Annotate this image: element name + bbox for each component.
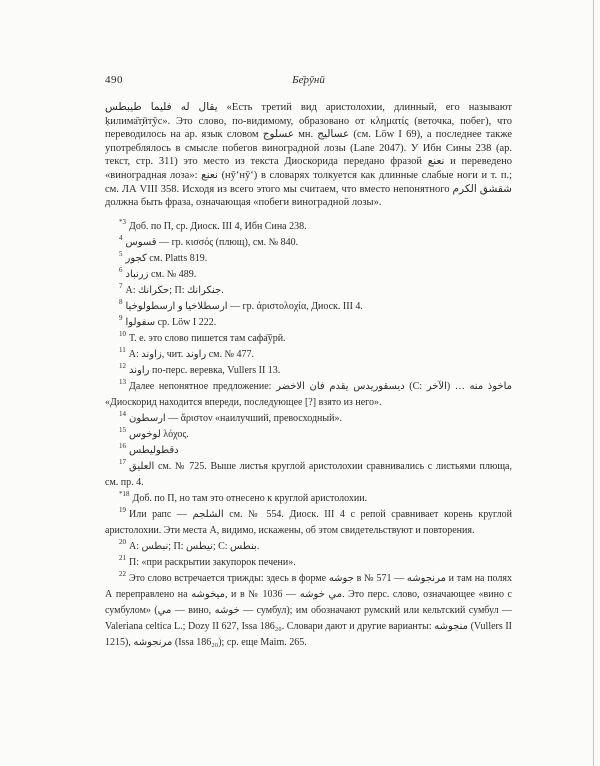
scan-edge-line <box>593 0 594 766</box>
footnote <box>105 331 512 347</box>
footnote-text: Доб. по П, ср. Диоск. III 4, Ибн Сина 238. <box>129 220 307 232</box>
footnote <box>105 299 512 315</box>
footnote-text: كجور см. Platts 819. <box>125 252 208 264</box>
footnote <box>105 427 512 443</box>
footnote-marker: 14 <box>119 410 126 419</box>
footnote-text: Далее непонятное предложение: ديسقوريدس يقدم فان الاخضر (С: الآخر) … ماخوذ منه «Диоскорид находится впереди, последующее [?] взято из него». <box>105 380 512 408</box>
footnote-marker: 21 <box>119 554 126 563</box>
footnote <box>105 571 512 651</box>
footnote-marker: 5 <box>119 250 123 259</box>
footnote-marker: 7 <box>119 282 123 291</box>
footnote <box>105 219 512 235</box>
footnote-text: П: «при раскрытии закупорок печени». <box>129 556 296 568</box>
footnote-text: Или рапс — الشلجم см. № 554. Диоск. III 4 с репой сравнивает корень круглой аристолохии. Эти места А, видимо, искажены, об этом свидетельствуют и повторения. <box>105 508 512 536</box>
footnote-marker: 4 <box>119 234 123 243</box>
footnote <box>105 443 512 459</box>
footnote-text: العليق см. № 725. Выше листья круглой аристолохии сравнивались с листьями плюща, см. пр. 4. <box>105 460 512 488</box>
footnote <box>105 267 512 283</box>
footnote <box>105 491 512 507</box>
footnote <box>105 235 512 251</box>
footnote-text: Доб. по П, но там это отнесено к круглой аристолохии. <box>132 492 368 504</box>
page-content <box>105 74 512 651</box>
footnote-text: А: زاوند, чит. راوند см. № 477. <box>128 348 254 360</box>
footnote-text: راوند по-перс. веревка, Vullers II 13. <box>129 364 281 376</box>
footnote <box>105 363 512 379</box>
footnote-marker: *3 <box>119 218 126 227</box>
footnote <box>105 539 512 555</box>
footnote-text: А: نبطس; П: نيطس; С: بنطس. <box>129 540 260 552</box>
footnote-text: ارسطلاخيا و ارسطولوخيا — гр. ἀριστολοχία, Диоск. III 4. <box>125 300 363 312</box>
footnote-marker: 20 <box>119 538 126 547</box>
footnote-marker: 11 <box>119 346 126 355</box>
running-title: Бе̄рӯнӣ <box>292 74 325 86</box>
footnote-marker: *18 <box>119 490 130 499</box>
footnote <box>105 507 512 539</box>
footnote-text: سفولوا ср. Löw I 222. <box>125 316 217 328</box>
page-header <box>105 74 512 86</box>
footnote <box>105 347 512 363</box>
footnotes-section <box>105 219 512 651</box>
main-paragraph: يقال له فليما طيبطس «Есть третий вид аристолохии, длинный, его называют ḳилима̄т̣ӣт̣ӯс». Это слово, по-видимому, образовано от κληματίς (веточка, побег), что переводилось на ар. язык словом عسلوج мн. عساليج (см. Löw I 69), а последнее также употреблялось в смысле побегов виноградной лозы (Lane 2047). У Ибн Сины 238 (ар. текст, стр. 311) это место из текста Диоскорида передано фразой نعنع и переведено «виноградная лоза»: نعنع (нӯ‘нӯ‘) в словарях толкуется как длинные слабые ноги и т. п.; см. ЛА VIII 358. Исходя из всего этого мы считаем, что вместо непонятного شقشق الكرم должна быть фраза, означающая «побеги виноградной лозы». <box>105 102 513 209</box>
footnote-marker: 9 <box>119 314 123 323</box>
footnote-text: زرنباد см. № 489. <box>125 268 197 280</box>
footnote <box>105 379 512 411</box>
footnote-text: ارسطون — ἄριστον «наилучший, превосходный». <box>129 412 342 424</box>
footnote-marker: 8 <box>119 298 123 307</box>
page-number: 490 <box>105 74 123 86</box>
footnote-marker: 15 <box>119 426 126 435</box>
footnote-text: А: حكرانك; П: جنكرانك. <box>125 284 224 296</box>
footnote <box>105 283 512 299</box>
footnote-text: Это слово встречается трижды: здесь в форме جوشه в № 571 — مرنجوشه и там на полях А переправлено на ميخوشه, и в № 1036 — مي خوشه. Это перс. слово, означающее «вино с сумбулом» (مي — вино, خوشه — сумбул); им обозначают румский или кельтский сумбул — Valeriana celtica L.; Dozy II 627, Issa 186₂₀. Словари дают и другие варианты: منجوشه (Vullers II 1215), مرنجوشه (Issa 186₂₀); ср. еще Maim. 265. <box>105 572 513 648</box>
footnote <box>105 459 512 491</box>
footnote <box>105 251 512 267</box>
footnote-marker: 19 <box>119 506 126 515</box>
footnote-text: Т. е. это слово пишется там сафа̄ӯрӣ. <box>129 332 286 344</box>
footnote <box>105 315 512 331</box>
footnote-marker: 12 <box>119 362 126 371</box>
footnote-marker: 16 <box>119 442 126 451</box>
footnote-text: دقطوليطس <box>129 444 179 456</box>
footnote-marker: 13 <box>119 378 126 387</box>
footnote-text: قسوس — гр. κισσός (плющ), см. № 840. <box>125 236 299 248</box>
footnote <box>105 411 512 427</box>
footnote-marker: 22 <box>119 570 126 579</box>
footnote-marker: 6 <box>119 266 123 275</box>
footnote-marker: 17 <box>119 458 126 467</box>
footnote <box>105 555 512 571</box>
footnote-text: لوخوس λόχος. <box>129 428 189 440</box>
footnote-marker: 10 <box>119 330 126 339</box>
